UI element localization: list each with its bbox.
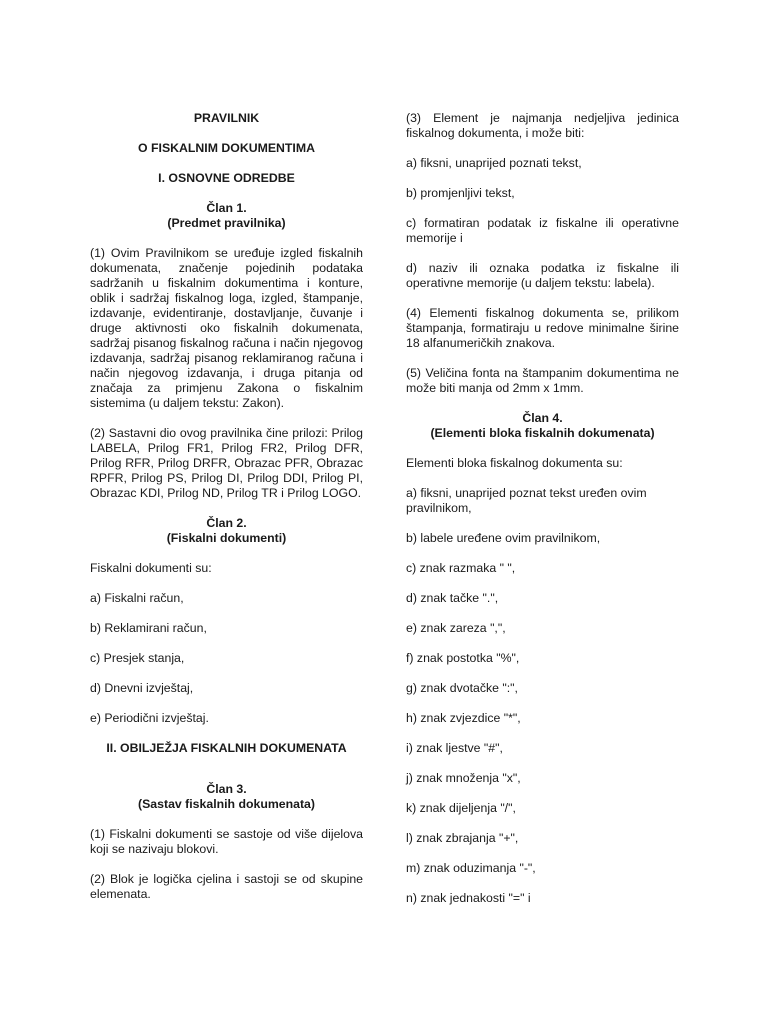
article-1-name: (Predmet pravilnika) (167, 216, 286, 230)
article-4-number: Član 4. (522, 411, 563, 425)
list-item: d) znak tačke ".", (406, 591, 499, 605)
article-3-paragraph-1: (1) Fiskalni dokumenti se sastoje od više dijelova koji se nazivaju blokovi. (90, 827, 363, 856)
list-item: i) znak ljestve "#", (406, 741, 503, 755)
article-3-paragraph-2: (2) Blok je logička cjelina i sastoji se od skupine elemenata. (90, 872, 363, 901)
article-3-paragraph-5: (5) Veličina fonta na štampanim dokumentima ne može biti manja od 2mm x 1mm. (406, 366, 679, 395)
article-2-name: (Fiskalni dokumenti) (166, 531, 287, 545)
list-item: b) labele uređene ovim pravilnikom, (406, 531, 601, 545)
document-subtitle: O FISKALNIM DOKUMENTIMA (138, 141, 315, 155)
list-item: b) Reklamirani račun, (90, 621, 207, 635)
article-2-intro: Fiskalni dokumenti su: (90, 561, 212, 575)
article-4-name: (Elementi bloka fiskalnih dokumenata) (430, 426, 655, 440)
article-3-heading (90, 782, 363, 812)
article-2-number: Član 2. (206, 516, 247, 530)
section-heading-2: II. OBILJEŽJA FISKALNIH DOKUMENATA (106, 741, 347, 755)
list-item: k) znak dijeljenja "/", (406, 801, 516, 815)
list-item: d) naziv ili oznaka podatka iz fiskalne ili operativne memorije (u daljem tekstu: labela). (406, 261, 679, 290)
article-2-heading (90, 516, 363, 546)
section-heading-1: I. OSNOVNE ODREDBE (158, 171, 295, 185)
list-item: m) znak oduzimanja "-", (406, 861, 536, 875)
article-1-heading (90, 201, 363, 231)
list-item: n) znak jednakosti "=" i (406, 891, 531, 905)
list-item: f) znak postotka "%", (406, 651, 520, 665)
list-item: e) Periodični izvještaj. (90, 711, 209, 725)
article-3-number: Član 3. (206, 782, 247, 796)
document-title: PRAVILNIK (193, 111, 260, 125)
article-3-paragraph-3: (3) Element je najmanja nedjeljiva jedinica fiskalnog dokumenta, i može biti: (406, 111, 679, 140)
list-item: c) Presjek stanja, (90, 651, 185, 665)
list-item: a) Fiskalni račun, (90, 591, 184, 605)
article-3-paragraph-4: (4) Elementi fiskalnog dokumenta se, prilikom štampanja, formatiraju u redove minimalne širine 18 alfanumeričkih znakova. (406, 306, 679, 350)
list-item: l) znak zbrajanja "+", (406, 831, 519, 845)
list-item: d) Dnevni izvještaj, (90, 681, 194, 695)
list-item: a) fiksni, unaprijed poznat tekst uređen ovim pravilnikom, (406, 486, 647, 515)
list-item: a) fiksni, unaprijed poznati tekst, (406, 156, 582, 170)
list-item: c) formatiran podatak iz fiskalne ili operativne memorije i (406, 216, 679, 245)
article-4-intro: Elementi bloka fiskalnog dokumenta su: (406, 456, 623, 470)
article-4-heading (406, 411, 679, 441)
article-1-paragraph-1: (1) Ovim Pravilnikom se uređuje izgled fiskalnih dokumenata, značenje pojedinih podataka sadržanih u fiskalnim dokumentima i konture, oblik i sadržaj fiskalnog loga, izgled, štampanje, izdavanje, evidentiranje, dostavljanje, čuvanje i druge aktivnosti oko fiskalnih dokumenata, sadržaj pisanog fiskalnog računa i način njegovog izdavanja, sadržaj pisanog reklamiranog računa i način njegovog izdavanja, i druga pitanja od značaja za primjenu Zakona o fiskalnim sistemima (u daljem tekstu: Zakon). (90, 246, 363, 410)
list-item: j) znak množenja "x", (406, 771, 521, 785)
article-1-paragraph-2: (2) Sastavni dio ovog pravilnika čine prilozi: Prilog LABELA, Prilog FR1, Prilog FR2, Prilog DFR, Prilog RFR, Prilog DRFR, Obrazac PFR, Obrazac RPFR, Prilog PS, Prilog DI, Prilog DDI, Prilog PI, Obrazac KDI, Prilog ND, Prilog TR i Prilog LOGO. (90, 426, 363, 500)
article-1-number: Član 1. (206, 201, 247, 215)
left-column (90, 111, 363, 917)
list-item: h) znak zvjezdice "*", (406, 711, 521, 725)
list-item: e) znak zareza ",", (406, 621, 506, 635)
list-item: c) znak razmaka " ", (406, 561, 516, 575)
article-3-name: (Sastav fiskalnih dokumenata) (138, 797, 315, 811)
list-item: g) znak dvotačke ":", (406, 681, 518, 695)
list-item: b) promjenljivi tekst, (406, 186, 515, 200)
right-column (406, 111, 679, 921)
